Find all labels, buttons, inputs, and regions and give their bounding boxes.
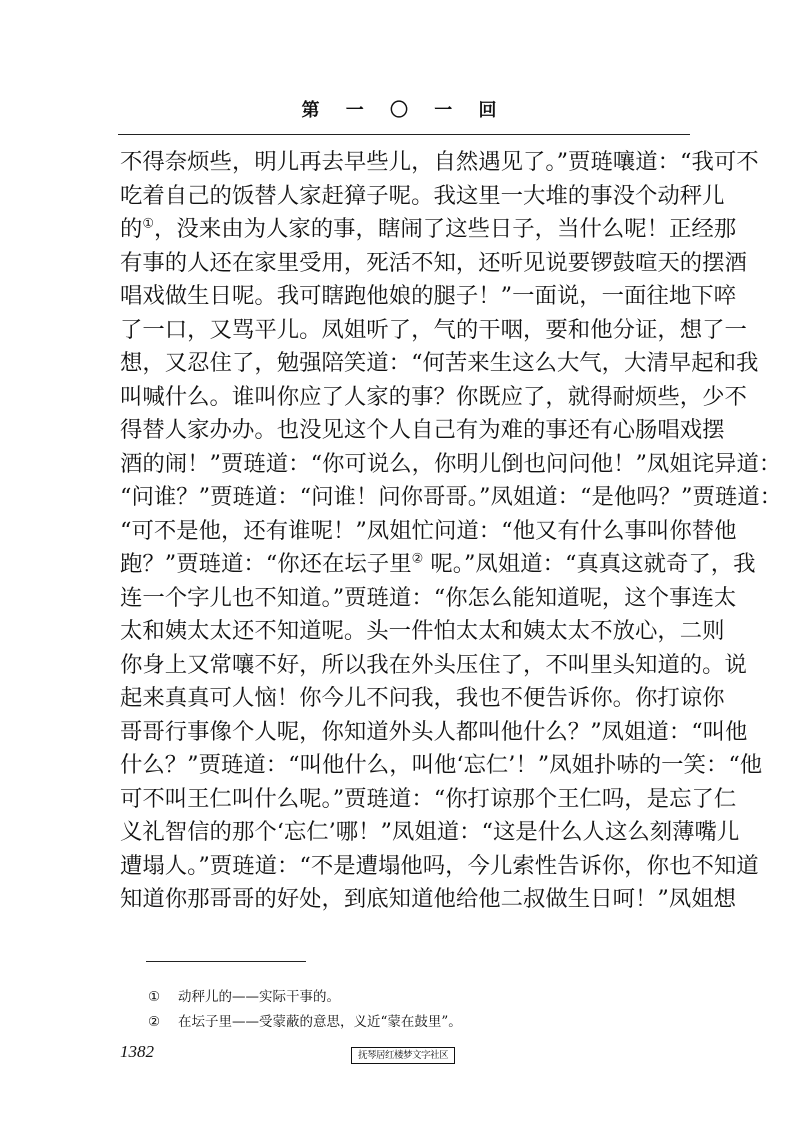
text-line: 可不叫王仁叫什么呢。”贾琏道：“你打谅那个王仁吗，是忘了仁 (120, 785, 737, 812)
text-line: 你身上又常嚷不好，所以我在外头压住了，不叫里头知道的。说 (120, 651, 747, 678)
text-line (120, 548, 756, 582)
text-line: 起来真真可人恼！你今儿不问我，我也不便告诉你。你打谅你 (120, 685, 725, 711)
footnote-item (148, 985, 668, 1010)
text-line (120, 213, 737, 247)
footnote-text: 动秤儿的——实际干事的。 (178, 989, 340, 1005)
text-line: 太和姨太太还不知道呢。头一件怕太太和姨太太不放心，二则 (120, 618, 725, 644)
footnote-number: ② (148, 1014, 161, 1030)
footnote-marker: ① (142, 216, 155, 232)
text-line: 遭塌人。”贾琏道：“不是遭塌他吗，今儿索性告诉你，你也不知道 (120, 852, 759, 879)
text-line: 得替人家办办。也没见这个人自己有为难的事还有心肠唱戏摆 (120, 417, 725, 443)
text-segment: ，没来由为人家的事，瞎闹了这些日子，当什么呢！正经那 (154, 216, 737, 242)
text-line: 有事的人还在家里受用，死活不知，还听见说要锣鼓喧天的摆酒 (120, 249, 747, 276)
text-line: 义礼智信的那个‘忘仁’哪！”凤姐道：“这是什么人这么刻薄嘴儿 (120, 819, 740, 845)
text-line: 叫喊什么。谁叫你应了人家的事？你既应了，就得耐烦些，少不 (120, 383, 747, 410)
text-segment: 跑？”贾琏道：“你还在坛子里 (120, 551, 412, 577)
page-number: 1382 (120, 1042, 154, 1061)
header-divider (118, 134, 690, 135)
footnote-number: ① (148, 989, 161, 1005)
source-stamp: 抚琴居红楼梦文字社区 (351, 1047, 455, 1064)
footnote-marker: ② (411, 551, 424, 567)
text-line: 知道你那哥哥的好处，到底知道他给他二叔做生日呵！”凤姐想 (120, 886, 736, 912)
footnotes (148, 985, 668, 1035)
body-text (120, 146, 783, 917)
text-line: 连一个字儿也不知道。”贾琏道：“你怎么能知道呢，这个事连太 (120, 584, 737, 611)
text-line: 了一口，又骂平儿。凤姐听了，气的干咽，要和他分证，想了一 (120, 316, 747, 343)
chapter-header: 第 一 〇 一 回 (301, 100, 507, 121)
text-segment: 的 (120, 216, 143, 242)
text-line: 哥哥行事像个人呢，你知道外头人都叫他什么？”凤姐道：“叫他 (120, 718, 748, 745)
text-segment: 呢。”凤姐道：“真真这就奇了，我 (423, 551, 756, 577)
footnote-divider (146, 961, 306, 962)
text-line: “问谁？”贾琏道：“问谁！问你哥哥。”凤姐道：“是他吗？”贾琏道： (120, 484, 783, 510)
text-line: 唱戏做生日呢。我可瞎跑他娘的腿子！”一面说，一面往地下啐 (120, 283, 736, 309)
footnote-text: 在坛子里——受蒙蔽的意思，义近“蒙在鼓里”。 (178, 1014, 462, 1030)
footnote-item (148, 1010, 668, 1035)
text-line: 吃着自己的饭替人家赶獐子呢。我这里一大堆的事没个动秤儿 (120, 182, 725, 209)
text-line: 酒的闹！”贾琏道：“你可说么，你明儿倒也问问他！”凤姐诧异道： (120, 450, 782, 477)
text-line: 什么？”贾琏道：“叫他什么，叫他‘忘仁’！”凤姐扑哧的一笑：“他 (120, 752, 763, 778)
text-line: 不得奈烦些，明儿再去早些儿，自然遇见了。”贾琏嚷道：“我可不 (120, 149, 759, 175)
text-line: “可不是他，还有谁呢！”凤姐忙问道：“他又有什么事叫你替他 (120, 517, 737, 544)
text-line: 想，又忍住了，勉强陪笑道：“何苦来生这么大气，大清早起和我 (120, 350, 759, 376)
